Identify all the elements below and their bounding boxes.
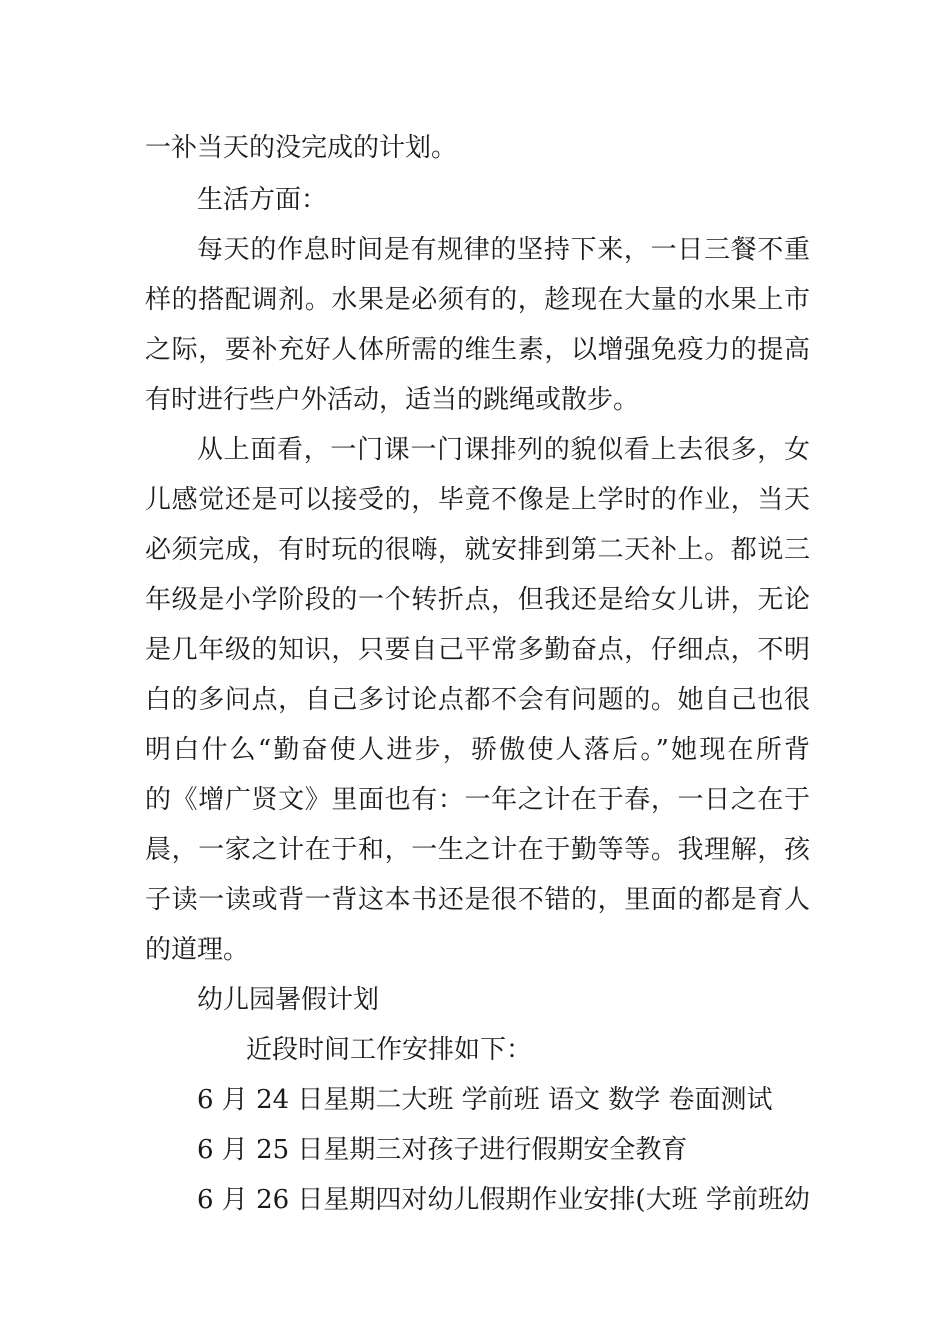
text-line: 一补当天的没完成的计划。 — [145, 133, 458, 163]
work-intro: 近段时间工作安排如下： — [246, 1035, 533, 1065]
text-line: 有时进行些户外活动，适当的跳绳或散步。 — [145, 385, 640, 415]
text-line: 明白什么“勤奋使人进步，骄傲使人落后。”她现在所背 — [145, 735, 810, 765]
text-line: 年级是小学阶段的一个转折点，但我还是给女儿讲，无论 — [145, 585, 810, 615]
text-line: 样的搭配调剂。水果是必须有的，趁现在大量的水果上市 — [145, 285, 810, 315]
schedule-item: 6 月 26 日星期四对幼儿假期作业安排(大班 学前班幼 — [197, 1185, 810, 1215]
text-line: 的道理。 — [145, 935, 250, 965]
text-line: 是几年级的知识，只要自己平常多勤奋点，仔细点，不明 — [145, 635, 810, 665]
schedule-item: 6 月 25 日星期三对孩子进行假期安全教育 — [197, 1135, 688, 1165]
text-line: 之际，要补充好人体所需的维生素，以增强免疫力的提高 — [145, 335, 810, 365]
text-line: 每天的作息时间是有规律的坚持下来，一日三餐不重 — [197, 235, 810, 265]
text-line: 晨，一家之计在于和，一生之计在于勤等等。我理解，孩 — [145, 835, 810, 865]
text-line: 白的多问点，自己多讨论点都不会有问题的。她自己也很 — [145, 685, 810, 715]
text-line: 的《增广贤文》里面也有：一年之计在于春，一日之在于 — [145, 785, 810, 815]
schedule-item: 6 月 24 日星期二大班 学前班 语文 数学 卷面测试 — [197, 1085, 773, 1115]
section-heading-life: 生活方面： — [197, 185, 328, 215]
text-line: 子读一读或背一背这本书还是很不错的，里面的都是育人 — [145, 885, 810, 915]
text-line: 从上面看，一门课一门课排列的貌似看上去很多，女 — [197, 435, 810, 465]
text-line: 必须完成，有时玩的很嗨，就安排到第二天补上。都说三 — [145, 535, 810, 565]
section-title-kindergarten: 幼儿园暑假计划 — [197, 985, 380, 1015]
text-line: 儿感觉还是可以接受的，毕竟不像是上学时的作业，当天 — [145, 485, 810, 515]
